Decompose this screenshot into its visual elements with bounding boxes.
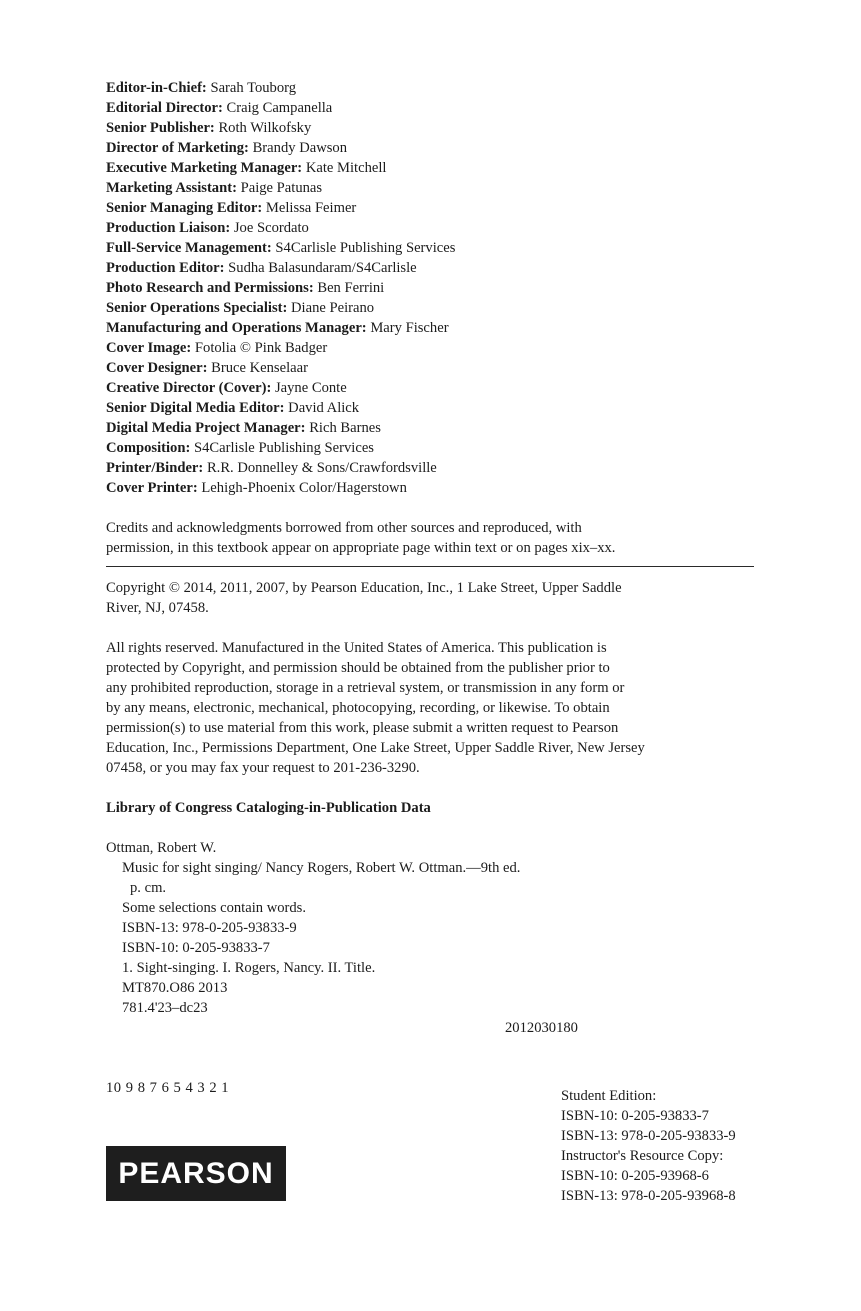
isbn-line: ISBN-10: 0-205-93968-6: [561, 1168, 709, 1184]
credit-role: Photo Research and Permissions:: [106, 280, 314, 296]
credit-name: S4Carlisle Publishing Services: [275, 240, 456, 256]
credit-name: Diane Peirano: [291, 300, 375, 316]
credit-name: Lehigh-Phoenix Color/Hagerstown: [201, 480, 407, 496]
credit-name: David Alick: [288, 400, 360, 416]
text-line: River, NJ, 07458.: [106, 600, 209, 616]
credit-row: [106, 138, 455, 158]
credit-name: Brandy Dawson: [252, 140, 348, 156]
text-line: any prohibited reproduction, storage in a retrieval system, or transmission in any form or: [106, 680, 625, 696]
credit-name: Bruce Kenselaar: [211, 360, 308, 376]
text-line: All rights reserved. Manufactured in the United States of America. This publication is: [106, 640, 607, 656]
credit-row: [106, 178, 455, 198]
credit-row: [106, 98, 455, 118]
credit-name: Mary Fischer: [370, 320, 449, 336]
text-line: by any means, electronic, mechanical, photocopying, recording, or likewise. To obtain: [106, 700, 610, 716]
cip-data: [106, 838, 520, 1018]
credit-role: Creative Director (Cover):: [106, 380, 272, 396]
credit-name: Roth Wilkofsky: [218, 120, 312, 136]
cip-detail: ISBN-10: 0-205-93833-7: [122, 940, 270, 956]
credit-name: Melissa Feimer: [265, 200, 357, 216]
credit-row: [106, 438, 455, 458]
credit-role: Full-Service Management:: [106, 240, 272, 256]
credit-row: [106, 198, 455, 218]
credit-name: Kate Mitchell: [305, 160, 387, 176]
credit-name: Jayne Conte: [274, 380, 347, 396]
credit-row: [106, 358, 455, 378]
credit-role: Production Editor:: [106, 260, 225, 276]
isbn-line: Instructor's Resource Copy:: [561, 1148, 724, 1164]
cip-detail: MT870.O86 2013: [122, 980, 228, 996]
credit-role: Cover Image:: [106, 340, 192, 356]
credit-role: Director of Marketing:: [106, 140, 249, 156]
credit-role: Senior Publisher:: [106, 120, 215, 136]
credit-row: [106, 398, 455, 418]
credit-name: S4Carlisle Publishing Services: [193, 440, 374, 456]
text-line: 07458, or you may fax your request to 201-236-3290.: [106, 760, 420, 776]
isbn-line: ISBN-13: 978-0-205-93833-9: [561, 1128, 736, 1144]
pearson-logo: [106, 1146, 286, 1201]
cip-detail: ISBN-13: 978-0-205-93833-9: [122, 920, 297, 936]
horizontal-divider: [106, 566, 754, 567]
credit-row: [106, 238, 455, 258]
credit-role: Composition:: [106, 440, 191, 456]
credit-role: Executive Marketing Manager:: [106, 160, 303, 176]
credit-row: [106, 118, 455, 138]
text-line: permission(s) to use material from this work, please submit a written request to Pearson: [106, 720, 619, 736]
credit-name: Fotolia © Pink Badger: [194, 340, 328, 356]
credit-name: Sarah Touborg: [210, 80, 297, 96]
credit-role: Cover Printer:: [106, 480, 198, 496]
credit-row: [106, 318, 455, 338]
credit-role: Cover Designer:: [106, 360, 208, 376]
credit-name: Craig Campanella: [226, 100, 333, 116]
credit-row: [106, 458, 455, 478]
credit-role: Printer/Binder:: [106, 460, 204, 476]
credits-list: [106, 78, 455, 498]
credit-role: Production Liaison:: [106, 220, 231, 236]
credit-row: [106, 258, 455, 278]
isbn-block: [561, 1086, 736, 1206]
credit-row: [106, 218, 455, 238]
cip-detail: 781.4'23–dc23: [122, 1000, 208, 1016]
cip-pages: p. cm.: [130, 880, 167, 896]
isbn-line: ISBN-13: 978-0-205-93968-8: [561, 1188, 736, 1204]
copyright-notice: [106, 578, 754, 618]
cip-title-line: Music for sight singing/ Nancy Rogers, Robert W. Ottman.—9th ed.: [122, 860, 521, 876]
credit-name: Rich Barnes: [309, 420, 381, 436]
credit-role: Senior Digital Media Editor:: [106, 400, 285, 416]
text-line: Copyright © 2014, 2011, 2007, by Pearson Education, Inc., 1 Lake Street, Upper Saddle: [106, 580, 622, 596]
printing-line: 10 9 8 7 6 5 4 3 2 1: [106, 1080, 230, 1096]
credit-row: [106, 78, 455, 98]
isbn-line: Student Edition:: [561, 1088, 657, 1104]
credit-row: [106, 298, 455, 318]
credit-name: R.R. Donnelley & Sons/Crawfordsville: [206, 460, 437, 476]
credit-row: [106, 338, 455, 358]
text-line: Credits and acknowledgments borrowed from other sources and reproduced, with: [106, 520, 582, 536]
credit-name: Sudha Balasundaram/S4Carlisle: [228, 260, 417, 276]
credit-row: [106, 378, 455, 398]
credit-row: [106, 278, 455, 298]
text-line: Education, Inc., Permissions Department, One Lake Street, Upper Saddle River, New Jersey: [106, 740, 645, 756]
logo-text: PEARSON: [118, 1156, 274, 1190]
credit-name: Paige Patunas: [240, 180, 323, 196]
credit-role: Marketing Assistant:: [106, 180, 237, 196]
cip-heading: Library of Congress Cataloging-in-Publication Data: [106, 800, 431, 816]
credit-row: [106, 478, 455, 498]
credit-role: Senior Operations Specialist:: [106, 300, 288, 316]
credit-role: Digital Media Project Manager:: [106, 420, 306, 436]
isbn-line: ISBN-10: 0-205-93833-7: [561, 1108, 709, 1124]
cip-author: Ottman, Robert W.: [106, 840, 217, 856]
rights-reserved-paragraph: [106, 638, 754, 778]
credit-name: Ben Ferrini: [317, 280, 385, 296]
credit-role: Senior Managing Editor:: [106, 200, 263, 216]
acknowledgments-paragraph: [106, 518, 754, 558]
text-line: protected by Copyright, and permission should be obtained from the publisher prior to: [106, 660, 610, 676]
credit-row: [106, 158, 455, 178]
credit-name: Joe Scordato: [233, 220, 309, 236]
credit-role: Editorial Director:: [106, 100, 223, 116]
cip-detail: Some selections contain words.: [122, 900, 307, 916]
text-line: permission, in this textbook appear on appropriate page within text or on pages xix–xx.: [106, 540, 616, 556]
cip-detail: 1. Sight-singing. I. Rogers, Nancy. II. Title.: [122, 960, 376, 976]
credit-row: [106, 418, 455, 438]
cip-control-number: 2012030180: [505, 1020, 578, 1036]
credit-role: Manufacturing and Operations Manager:: [106, 320, 367, 336]
credit-role: Editor-in-Chief:: [106, 80, 207, 96]
